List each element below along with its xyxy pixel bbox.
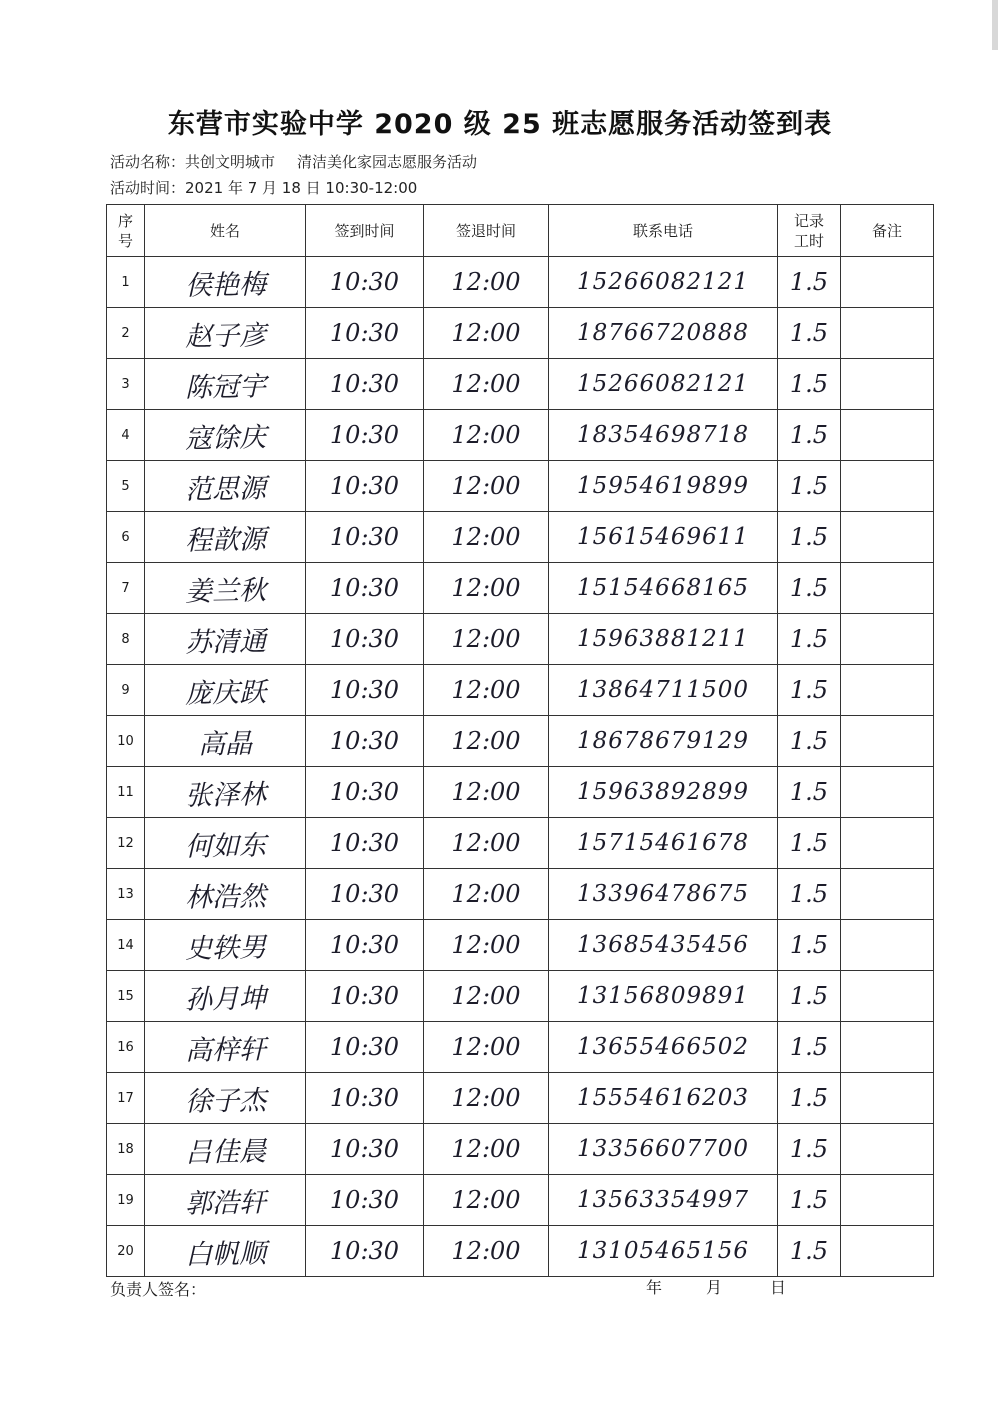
- cell-seq: 2: [107, 308, 145, 359]
- cell-hours: [778, 410, 841, 461]
- cell-sign-in-value: 10:30: [329, 421, 400, 449]
- cell-name: [145, 920, 306, 971]
- cell-hours: [778, 665, 841, 716]
- cell-sign-in: [306, 665, 424, 716]
- cell-sign-out-value: 12:00: [451, 319, 521, 347]
- cell-phone-value: 15266082121: [577, 371, 749, 397]
- cell-sign-out-value: 12:00: [451, 982, 521, 1010]
- cell-name-value: 苏清通: [184, 625, 266, 659]
- cell-seq: 5: [107, 461, 145, 512]
- cell-seq: 10: [107, 716, 145, 767]
- cell-phone: [549, 614, 778, 665]
- cell-name: [145, 1022, 306, 1073]
- cell-phone-value: 15554616203: [577, 1085, 749, 1111]
- cell-remark: [841, 257, 934, 308]
- cell-name-value: 张泽林: [184, 778, 266, 812]
- cell-phone: [549, 1124, 778, 1175]
- header-sign-in: 签到时间: [306, 205, 424, 257]
- cell-sign-in-value: 10:30: [329, 880, 400, 908]
- cell-remark: [841, 461, 934, 512]
- cell-sign-in: [306, 563, 424, 614]
- cell-seq: 19: [107, 1175, 145, 1226]
- cell-seq: 13: [107, 869, 145, 920]
- cell-remark: [841, 512, 934, 563]
- cell-sign-out-value: 12:00: [451, 727, 521, 755]
- cell-name-value: 郭浩轩: [184, 1186, 266, 1220]
- cell-sign-in-value: 10:30: [329, 268, 400, 296]
- cell-name: [145, 767, 306, 818]
- cell-hours: [778, 1073, 841, 1124]
- cell-sign-out-value: 12:00: [451, 268, 521, 296]
- cell-phone: [549, 1022, 778, 1073]
- cell-phone-value: 13105465156: [577, 1238, 749, 1264]
- cell-sign-out: [424, 1124, 549, 1175]
- cell-sign-out-value: 12:00: [451, 625, 521, 653]
- cell-sign-in: [306, 1226, 424, 1277]
- cell-phone-value: 15715461678: [577, 830, 749, 856]
- cell-seq: 12: [107, 818, 145, 869]
- cell-sign-out: [424, 359, 549, 410]
- table-row: [107, 1124, 934, 1175]
- cell-sign-in: [306, 308, 424, 359]
- cell-remark: [841, 1124, 934, 1175]
- cell-phone: [549, 257, 778, 308]
- cell-sign-out-value: 12:00: [451, 931, 521, 959]
- cell-sign-out: [424, 257, 549, 308]
- cell-phone-value: 15963881211: [577, 626, 749, 652]
- cell-phone-value: 15266082121: [577, 269, 749, 295]
- cell-name-value: 姜兰秋: [184, 574, 266, 608]
- cell-hours: [778, 461, 841, 512]
- cell-name-value: 高晶: [197, 728, 253, 760]
- cell-sign-in: [306, 920, 424, 971]
- table-row: [107, 767, 934, 818]
- cell-hours-value: 1.5: [789, 523, 829, 551]
- cell-name: [145, 1124, 306, 1175]
- cell-sign-in: [306, 410, 424, 461]
- cell-phone-value: 15963892899: [577, 779, 749, 805]
- cell-hours-value: 1.5: [789, 472, 829, 500]
- cell-hours: [778, 1226, 841, 1277]
- cell-hours-value: 1.5: [789, 1135, 829, 1163]
- header-phone: 联系电话: [549, 205, 778, 257]
- month-label: 月: [706, 1278, 723, 1297]
- table-row: [107, 512, 934, 563]
- cell-sign-in: [306, 818, 424, 869]
- cell-phone: [549, 308, 778, 359]
- activity-name-2: 清洁美化家园志愿服务活动: [297, 153, 478, 171]
- cell-phone: [549, 1226, 778, 1277]
- cell-hours-value: 1.5: [789, 982, 829, 1010]
- cell-sign-out: [424, 665, 549, 716]
- cell-hours-value: 1.5: [789, 676, 829, 704]
- cell-phone-value: 15615469611: [577, 524, 749, 550]
- cell-hours-value: 1.5: [789, 1084, 829, 1112]
- table-row: [107, 920, 934, 971]
- table-row: [107, 461, 934, 512]
- cell-remark: [841, 767, 934, 818]
- table-row: [107, 1175, 934, 1226]
- cell-sign-in-value: 10:30: [329, 1237, 400, 1265]
- cell-hours: [778, 257, 841, 308]
- cell-name: [145, 614, 306, 665]
- table-row: [107, 1226, 934, 1277]
- cell-name: [145, 1226, 306, 1277]
- cell-sign-out-value: 12:00: [451, 778, 521, 806]
- cell-phone: [549, 920, 778, 971]
- cell-phone: [549, 818, 778, 869]
- cell-hours: [778, 563, 841, 614]
- cell-sign-in: [306, 614, 424, 665]
- cell-phone: [549, 1175, 778, 1226]
- cell-sign-in: [306, 1124, 424, 1175]
- cell-seq: 17: [107, 1073, 145, 1124]
- activity-time: 2021 年 7 月 18 日 10:30-12:00: [185, 179, 418, 197]
- header-seq: 序号: [107, 205, 145, 257]
- cell-hours-value: 1.5: [789, 727, 829, 755]
- cell-sign-out-value: 12:00: [451, 1033, 521, 1061]
- cell-phone: [549, 461, 778, 512]
- cell-remark: [841, 1022, 934, 1073]
- table-row: [107, 869, 934, 920]
- cell-sign-out: [424, 410, 549, 461]
- cell-hours: [778, 308, 841, 359]
- cell-phone-value: 13864711500: [577, 677, 749, 703]
- table-row: [107, 1073, 934, 1124]
- day-label: 日: [770, 1278, 787, 1297]
- cell-seq: 4: [107, 410, 145, 461]
- cell-sign-in-value: 10:30: [329, 829, 400, 857]
- cell-name-value: 吕佳晨: [184, 1135, 266, 1169]
- cell-hours: [778, 614, 841, 665]
- table-row: [107, 665, 934, 716]
- cell-sign-out: [424, 1226, 549, 1277]
- cell-seq: 3: [107, 359, 145, 410]
- cell-name: [145, 971, 306, 1022]
- cell-hours-value: 1.5: [789, 574, 829, 602]
- cell-sign-out-value: 12:00: [451, 1237, 521, 1265]
- cell-phone: [549, 665, 778, 716]
- table-row: [107, 1022, 934, 1073]
- cell-seq: 14: [107, 920, 145, 971]
- cell-hours: [778, 512, 841, 563]
- signin-table: [106, 204, 934, 1277]
- cell-name-value: 陈冠宇: [184, 370, 266, 404]
- cell-hours-value: 1.5: [789, 1033, 829, 1061]
- cell-hours: [778, 1124, 841, 1175]
- cell-hours: [778, 920, 841, 971]
- cell-phone-value: 13356607700: [577, 1136, 749, 1162]
- cell-sign-in: [306, 767, 424, 818]
- header-remark: 备注: [841, 205, 934, 257]
- cell-sign-in-value: 10:30: [329, 676, 400, 704]
- cell-name-value: 史轶男: [184, 931, 266, 965]
- cell-hours: [778, 716, 841, 767]
- cell-hours: [778, 869, 841, 920]
- cell-sign-out: [424, 920, 549, 971]
- cell-seq: 9: [107, 665, 145, 716]
- cell-hours: [778, 971, 841, 1022]
- cell-seq: 7: [107, 563, 145, 614]
- table-row: [107, 308, 934, 359]
- cell-remark: [841, 665, 934, 716]
- cell-phone: [549, 971, 778, 1022]
- cell-sign-out: [424, 461, 549, 512]
- signature-label: 负责人签名：: [110, 1280, 207, 1299]
- cell-sign-out: [424, 614, 549, 665]
- cell-seq: 8: [107, 614, 145, 665]
- cell-sign-in-value: 10:30: [329, 574, 400, 602]
- cell-name-value: 林浩然: [184, 880, 266, 914]
- cell-sign-in: [306, 869, 424, 920]
- cell-phone: [549, 563, 778, 614]
- cell-hours-value: 1.5: [789, 931, 829, 959]
- cell-sign-in-value: 10:30: [329, 931, 400, 959]
- cell-phone-value: 13563354997: [577, 1187, 749, 1213]
- cell-remark: [841, 308, 934, 359]
- cell-sign-in-value: 10:30: [329, 523, 400, 551]
- cell-seq: 1: [107, 257, 145, 308]
- cell-remark: [841, 359, 934, 410]
- cell-hours-value: 1.5: [789, 829, 829, 857]
- activity-name-label: 活动名称：: [110, 153, 186, 171]
- cell-seq: 15: [107, 971, 145, 1022]
- cell-phone-value: 18678679129: [577, 728, 749, 754]
- cell-phone: [549, 869, 778, 920]
- cell-sign-out: [424, 971, 549, 1022]
- scan-edge-mark: [986, 0, 1000, 60]
- cell-name: [145, 818, 306, 869]
- cell-remark: [841, 818, 934, 869]
- cell-name-value: 何如东: [184, 829, 266, 863]
- cell-phone: [549, 716, 778, 767]
- cell-name-value: 程歆源: [184, 523, 266, 557]
- cell-hours: [778, 1175, 841, 1226]
- cell-sign-out-value: 12:00: [451, 574, 521, 602]
- cell-sign-in-value: 10:30: [329, 982, 400, 1010]
- cell-hours-value: 1.5: [789, 268, 829, 296]
- cell-name: [145, 716, 306, 767]
- cell-phone-value: 18354698718: [577, 422, 749, 448]
- cell-sign-out-value: 12:00: [451, 421, 521, 449]
- cell-name: [145, 1175, 306, 1226]
- cell-name-value: 徐子杰: [184, 1084, 266, 1118]
- cell-name: [145, 308, 306, 359]
- cell-sign-in-value: 10:30: [329, 319, 400, 347]
- cell-remark: [841, 971, 934, 1022]
- cell-sign-in: [306, 461, 424, 512]
- cell-sign-in-value: 10:30: [329, 1033, 400, 1061]
- cell-sign-in-value: 10:30: [329, 370, 400, 398]
- cell-sign-out: [424, 1022, 549, 1073]
- cell-remark: [841, 410, 934, 461]
- cell-sign-in: [306, 512, 424, 563]
- cell-hours-value: 1.5: [789, 1237, 829, 1265]
- cell-sign-out-value: 12:00: [451, 523, 521, 551]
- cell-remark: [841, 1226, 934, 1277]
- cell-phone-value: 13156809891: [577, 983, 749, 1009]
- cell-remark: [841, 716, 934, 767]
- cell-seq: 16: [107, 1022, 145, 1073]
- cell-sign-in-value: 10:30: [329, 1186, 400, 1214]
- cell-name-value: 侯艳梅: [184, 268, 266, 302]
- header-hours: 记录工时: [778, 205, 841, 257]
- cell-hours-value: 1.5: [789, 370, 829, 398]
- cell-sign-in-value: 10:30: [329, 778, 400, 806]
- cell-sign-in: [306, 971, 424, 1022]
- cell-sign-in: [306, 359, 424, 410]
- activity-name: 共创文明城市: [185, 153, 276, 171]
- cell-name: [145, 1073, 306, 1124]
- cell-hours-value: 1.5: [789, 778, 829, 806]
- cell-remark: [841, 920, 934, 971]
- cell-seq: 20: [107, 1226, 145, 1277]
- cell-sign-out-value: 12:00: [451, 676, 521, 704]
- table-row: [107, 716, 934, 767]
- cell-sign-out: [424, 767, 549, 818]
- cell-remark: [841, 614, 934, 665]
- cell-name-value: 白帆顺: [184, 1237, 266, 1271]
- cell-sign-in-value: 10:30: [329, 727, 400, 755]
- cell-sign-in-value: 10:30: [329, 625, 400, 653]
- table-row: [107, 410, 934, 461]
- cell-remark: [841, 563, 934, 614]
- cell-sign-out-value: 12:00: [451, 880, 521, 908]
- activity-time-label: 活动时间：: [110, 179, 186, 197]
- cell-sign-out: [424, 716, 549, 767]
- cell-name-value: 范思源: [184, 472, 266, 506]
- cell-hours: [778, 359, 841, 410]
- cell-seq: 11: [107, 767, 145, 818]
- activity-name-line: [110, 151, 477, 172]
- table-row: [107, 257, 934, 308]
- cell-name-value: 赵子彦: [184, 319, 266, 353]
- cell-sign-out-value: 12:00: [451, 1084, 521, 1112]
- cell-hours-value: 1.5: [789, 625, 829, 653]
- activity-time-line: [110, 177, 417, 198]
- cell-sign-in-value: 10:30: [329, 472, 400, 500]
- cell-seq: 18: [107, 1124, 145, 1175]
- table-row: [107, 971, 934, 1022]
- cell-sign-out: [424, 1175, 549, 1226]
- cell-phone-value: 15954619899: [577, 473, 749, 499]
- cell-phone: [549, 512, 778, 563]
- year-label: 年: [646, 1278, 663, 1297]
- cell-sign-out-value: 12:00: [451, 1135, 521, 1163]
- cell-sign-out: [424, 869, 549, 920]
- cell-hours: [778, 1022, 841, 1073]
- cell-sign-in: [306, 1175, 424, 1226]
- cell-sign-in-value: 10:30: [329, 1135, 400, 1163]
- cell-hours-value: 1.5: [789, 421, 829, 449]
- cell-name-value: 庞庆跃: [184, 676, 266, 710]
- cell-name: [145, 665, 306, 716]
- cell-seq: 6: [107, 512, 145, 563]
- cell-sign-out: [424, 1073, 549, 1124]
- cell-hours-value: 1.5: [789, 319, 829, 347]
- cell-hours: [778, 818, 841, 869]
- cell-name: [145, 512, 306, 563]
- cell-sign-in-value: 10:30: [329, 1084, 400, 1112]
- cell-phone-value: 15154668165: [577, 575, 749, 601]
- cell-sign-in: [306, 716, 424, 767]
- cell-name: [145, 257, 306, 308]
- cell-hours-value: 1.5: [789, 880, 829, 908]
- table-row: [107, 614, 934, 665]
- cell-name-value: 高梓轩: [184, 1033, 266, 1067]
- table-row: [107, 818, 934, 869]
- cell-name: [145, 461, 306, 512]
- cell-name: [145, 410, 306, 461]
- cell-remark: [841, 869, 934, 920]
- cell-phone-value: 13685435456: [577, 932, 749, 958]
- cell-phone-value: 18766720888: [577, 320, 749, 346]
- cell-sign-out: [424, 563, 549, 614]
- cell-remark: [841, 1175, 934, 1226]
- cell-sign-out-value: 12:00: [451, 1186, 521, 1214]
- cell-name: [145, 563, 306, 614]
- cell-sign-out-value: 12:00: [451, 472, 521, 500]
- header-sign-out: 签退时间: [424, 205, 549, 257]
- cell-phone: [549, 359, 778, 410]
- cell-sign-out: [424, 818, 549, 869]
- cell-sign-in: [306, 257, 424, 308]
- cell-sign-out-value: 12:00: [451, 370, 521, 398]
- header-name: 姓名: [145, 205, 306, 257]
- page-title: 东营市实验中学 2020 级 25 班志愿服务活动签到表: [167, 109, 833, 140]
- table-header-row: [107, 205, 934, 257]
- cell-phone: [549, 410, 778, 461]
- cell-sign-in: [306, 1022, 424, 1073]
- cell-sign-out: [424, 512, 549, 563]
- cell-phone-value: 13396478675: [577, 881, 749, 907]
- cell-phone: [549, 767, 778, 818]
- cell-hours: [778, 767, 841, 818]
- cell-hours-value: 1.5: [789, 1186, 829, 1214]
- cell-sign-in: [306, 1073, 424, 1124]
- cell-name-value: 寇馀庆: [184, 421, 266, 455]
- cell-name-value: 孙月坤: [184, 982, 266, 1016]
- cell-sign-out-value: 12:00: [451, 829, 521, 857]
- cell-remark: [841, 1073, 934, 1124]
- cell-name: [145, 359, 306, 410]
- cell-phone: [549, 1073, 778, 1124]
- table-row: [107, 359, 934, 410]
- cell-name: [145, 869, 306, 920]
- table-row: [107, 563, 934, 614]
- cell-sign-out: [424, 308, 549, 359]
- cell-phone-value: 13655466502: [577, 1034, 749, 1060]
